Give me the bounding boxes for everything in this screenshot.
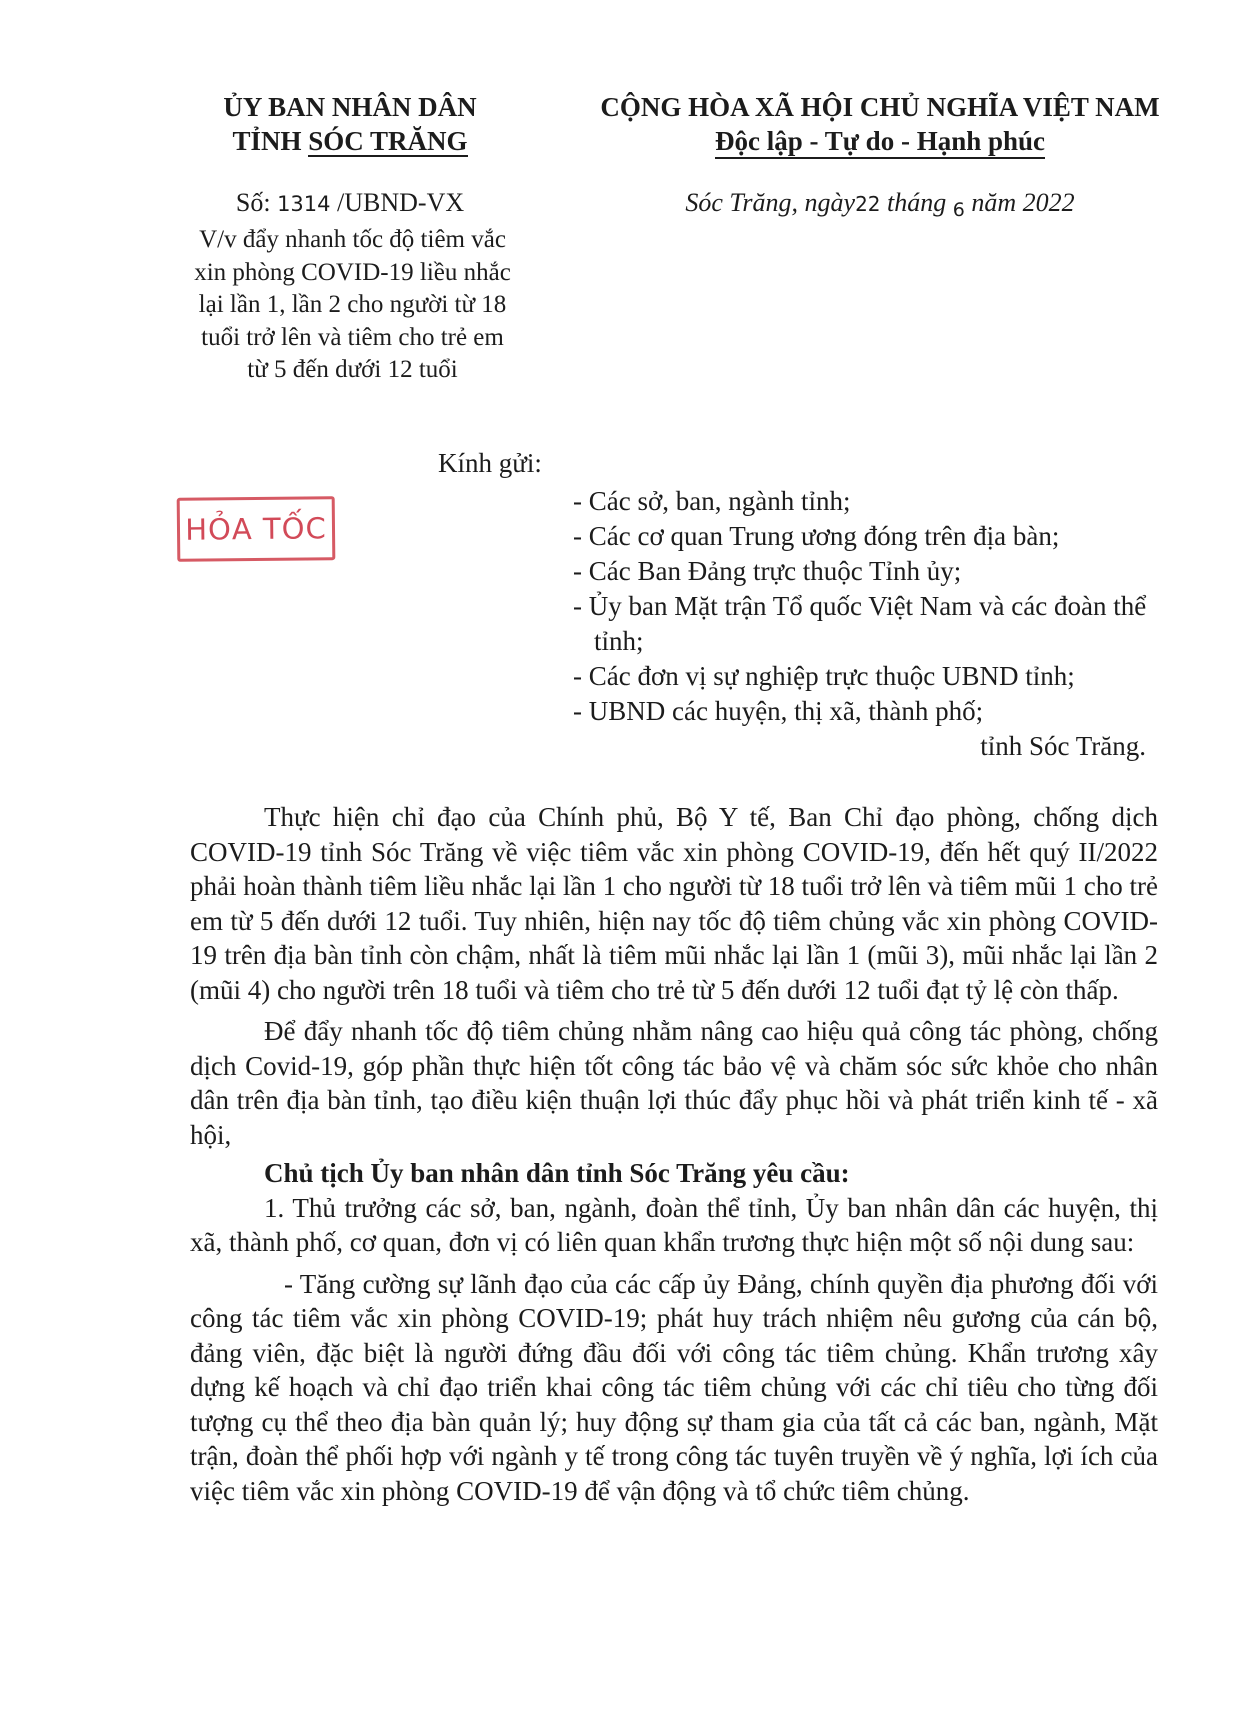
recipient-list — [573, 484, 1173, 764]
document-number — [170, 188, 530, 218]
recipient-item: - Các cơ quan Trung ương đóng trên địa bàn; — [573, 521, 1060, 551]
body-paragraph-1: Thực hiện chỉ đạo của Chính phủ, Bộ Y tế, Ban Chỉ đạo phòng, chống dịch COVID-19 tỉnh Sóc Trăng về việc tiêm vắc xin phòng COVID-19, đến hết quý II/2022 phải hoàn thành tiêm liều nhắc lại lần 1 cho người từ 18 tuổi trở lên và tiêm mũi 1 cho trẻ em từ 5 đến dưới 12 tuổi. Tuy nhiên, hiện nay tốc độ tiêm chủng vắc xin phòng COVID-19 trên địa bàn tỉnh còn chậm, nhất là tiêm mũi nhắc lại lần 1 (mũi 3), mũi nhắc lại lần 2 (mũi 4) cho người trên 18 tuổi và tiêm cho trẻ từ 5 đến dưới 12 tuổi đạt tỷ lệ còn thấp. — [190, 802, 1158, 1005]
recipient-item: - Ủy ban Mặt trận Tổ quốc Việt Nam và các đoàn thể tỉnh; — [573, 591, 1147, 656]
nation-motto-wrap — [560, 124, 1200, 159]
docno-value: 1314 — [277, 192, 331, 216]
place-date — [560, 188, 1200, 221]
document-body — [190, 800, 1158, 1508]
nation-title: CỘNG HÒA XÃ HỘI CHỦ NGHĨA VIỆT NAM — [600, 92, 1160, 122]
kinh-gui-label: Kính gửi: — [438, 448, 542, 478]
subject-line: tuổi trở lên và tiêm cho trẻ em — [201, 323, 504, 351]
docno-suffix: /UBND-VX — [330, 188, 465, 217]
body-paragraph-2: Để đẩy nhanh tốc độ tiêm chủng nhằm nâng cao hiệu quả công tác phòng, chống dịch Covid-19, góp phần thực hiện tốt công tác bảo vệ và chăm sóc sức khỏe cho nhân dân trên địa bàn tỉnh, tạo điều kiện thuận lợi thúc đẩy phục hồi và phát triển kinh tế - xã hội, — [190, 1016, 1158, 1150]
subject-line: V/v đẩy nhanh tốc độ tiêm vắc — [199, 226, 506, 253]
date-part-1: Sóc Trăng, ngày — [685, 188, 856, 217]
docno-prefix: Số: — [235, 188, 278, 217]
date-part-2: tháng — [880, 188, 953, 217]
national-header — [560, 90, 1200, 159]
agency-line-2-underlined: SÓC TRĂNG — [308, 126, 468, 156]
urgent-stamp: HỎA TỐC — [177, 496, 336, 562]
recipient-item: - Các sở, ban, ngành tỉnh; — [573, 486, 851, 516]
body-paragraph-item-1: 1. Thủ trưởng các sở, ban, ngành, đoàn thể tỉnh, Ủy ban nhân dân các huyện, thị xã, thành phố, cơ quan, đơn vị có liên quan khẩn trương thực hiện một số nội dung sau: — [190, 1192, 1158, 1257]
agency-line-2 — [170, 124, 530, 158]
recipient-item: - Các Ban Đảng trực thuộc Tỉnh ủy; — [573, 556, 962, 586]
subject-line: xin phòng COVID-19 liều nhắc — [194, 258, 511, 286]
date-day: 22 — [855, 192, 881, 216]
recipient-tail: tỉnh Sóc Trăng. — [980, 731, 1146, 761]
nation-motto: Độc lập - Tự do - Hạnh phúc — [715, 126, 1045, 159]
date-part-3: năm 2022 — [964, 188, 1075, 217]
agency-line-1: ỦY BAN NHÂN DÂN — [223, 92, 477, 122]
subject-line: lại lần 1, lần 2 cho người từ 18 — [198, 291, 507, 318]
document-subject — [175, 224, 530, 387]
subject-line: từ 5 đến dưới 12 tuổi — [247, 356, 458, 383]
issuing-agency — [170, 90, 530, 158]
agency-line-2-prefix: TỈNH — [232, 126, 309, 156]
recipient-item: - Các đơn vị sự nghiệp trực thuộc UBND tỉnh; — [573, 661, 1075, 691]
date-month: 6 — [952, 199, 965, 221]
recipient-item: - UBND các huyện, thị xã, thành phố; — [573, 696, 984, 726]
directive-heading: Chủ tịch Ủy ban nhân dân tỉnh Sóc Trăng yêu cầu: — [264, 1158, 850, 1188]
body-paragraph-dash-1: - Tăng cường sự lãnh đạo của các cấp ủy Đảng, chính quyền địa phương đối với công tác tiêm vắc xin phòng COVID-19; phát huy trách nhiệm nêu gương của cán bộ, đảng viên, đặc biệt là người đứng đầu đối với công tác tiêm chủng. Khẩn trương xây dựng kế hoạch và chỉ đạo triển khai công tác tiêm chủng với các chỉ tiêu cho từng đối tượng cụ thể theo địa bàn quản lý; huy động sự tham gia của tất cả các ban, ngành, Mặt trận, đoàn thể phối hợp với ngành y tế trong công tác tuyên truyền về ý nghĩa, lợi ích của việc tiêm vắc xin phòng COVID-19 để vận động và tổ chức tiêm chủng. — [190, 1268, 1158, 1506]
